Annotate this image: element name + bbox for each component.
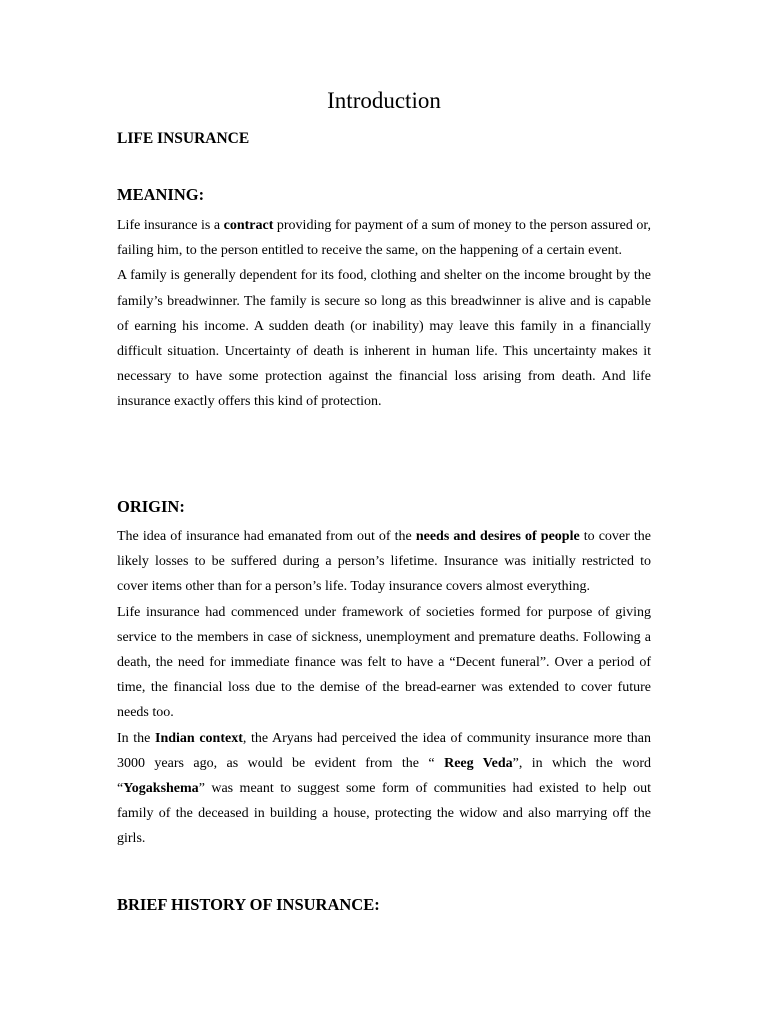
paragraph: [117, 524, 651, 600]
text-run: ”, in which the word “: [117, 755, 651, 797]
text-run: Life insurance had commenced under framework of societies formed for purpose of giving service to the members in case of sickness, unemployment and premature deaths. Following a death, the need for immediate finance was felt to have a “Decent funeral”. Over a period of time, the financial loss due to the demise of the bread-earner was extended to cover future needs too.: [117, 604, 651, 721]
text-run: In the: [117, 730, 156, 746]
text-run: providing for payment of a sum of money to the person assured or, failing him, to the person entitled to receive the same, on the happening of a certain event.: [117, 218, 652, 259]
bold-text: Indian context: [155, 730, 243, 746]
bold-text: Yogakshema: [123, 781, 199, 797]
section-body-origin: [117, 524, 651, 852]
text-run: to cover the likely losses to be suffered during a person’s lifetime. Insurance was initially restricted to cover items other than for a person’s life. Today insurance covers almost everything.: [117, 529, 651, 595]
text-run: A family is generally dependent for its food, clothing and shelter on the income brought by the family’s breadwinner. The family is secure so long as this breadwinner is alive and is capable of earning his income. A sudden death (or inability) may leave this family in a financially difficult situation. Uncertainty of death is inherent in human life. This uncertainty makes it necessary to have some protection against the financial loss arising from death. And life insurance exactly offers this kind of protection.: [117, 268, 651, 410]
text-run: , the Aryans had perceived the idea of community insurance more than 3000 years ago, as would be evident from the “: [117, 730, 651, 771]
bold-text: needs and desires of people: [415, 529, 580, 544]
section-heading-brief-history: BRIEF HISTORY OF INSURANCE:: [117, 895, 380, 914]
section-body-meaning: [117, 213, 651, 415]
text-run: The idea of insurance had emanated from out of the: [117, 529, 416, 544]
text-run: Life insurance is a: [117, 218, 224, 233]
document-subtitle: LIFE INSURANCE: [117, 130, 250, 147]
page-title: Introduction: [327, 88, 441, 113]
paragraph: [117, 213, 651, 263]
bold-text: Reeg Veda: [444, 755, 513, 771]
text-run: ” was meant to suggest some form of communities had existed to help out family of the deceased in building a house, protecting the widow and also marrying off the girls.: [117, 781, 651, 847]
section-heading-origin: ORIGIN:: [117, 497, 185, 516]
paragraph: [117, 263, 651, 414]
paragraph: [117, 726, 651, 852]
section-heading-meaning: MEANING:: [117, 185, 205, 204]
paragraph: [117, 600, 651, 726]
bold-text: contract: [223, 218, 274, 233]
